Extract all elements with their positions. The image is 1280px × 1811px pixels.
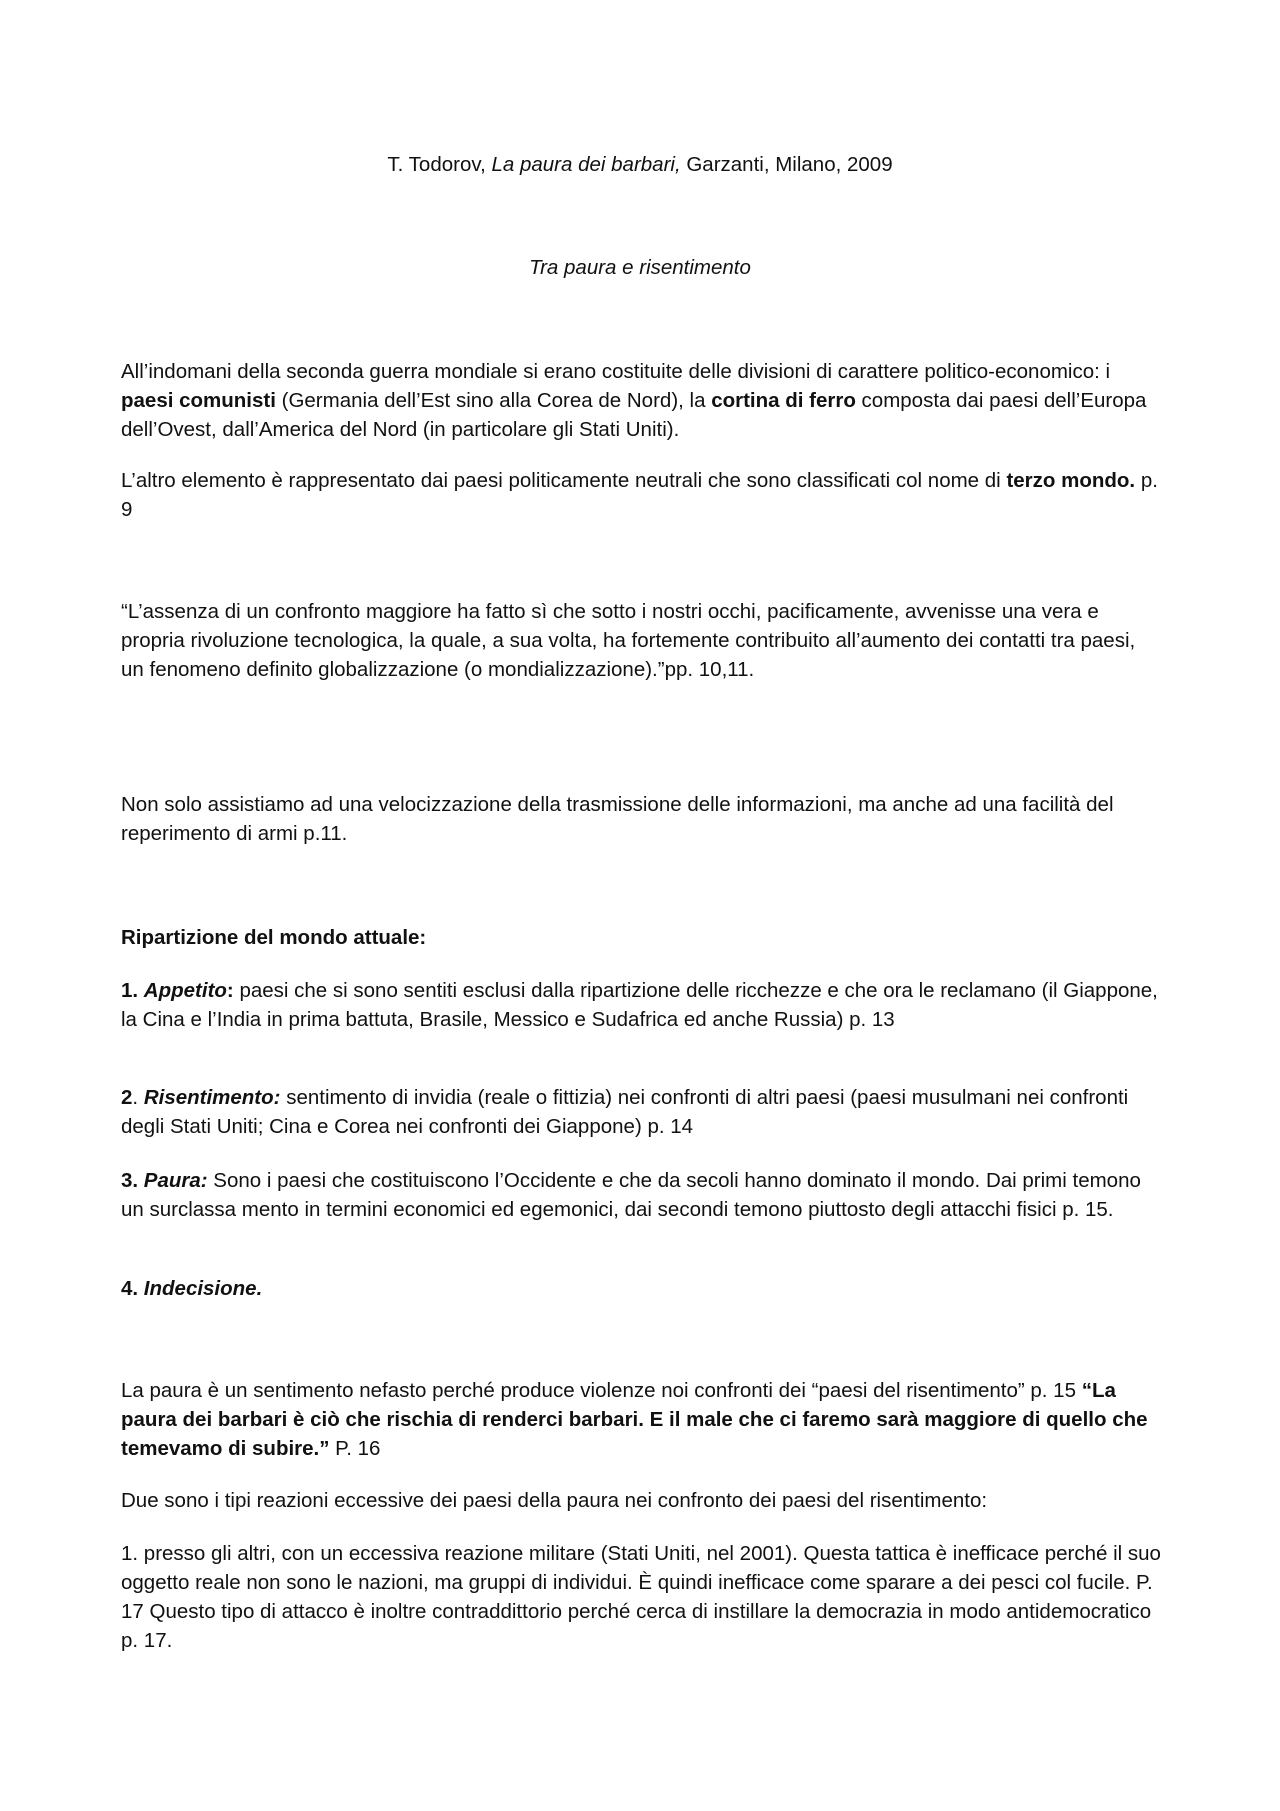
header-book-title: La paura dei barbari, <box>491 153 681 176</box>
ripartizione-heading: Ripartizione del mondo attuale: <box>121 926 427 949</box>
header-publisher: Garzanti, Milano, 2009 <box>680 153 893 176</box>
section-title: Tra paura e risentimento <box>529 256 751 279</box>
paragraph-reazioni: Due sono i tipi reazioni eccessive dei paesi della paura nei confronto dei paesi del risentimento: <box>121 1489 988 1512</box>
header-author: T. Todorov, <box>387 153 492 176</box>
list-item-risentimento: 2. Risentimento: sentimento di invidia (reale o fittizia) nei confronti di altri paesi (paesi musulmani nei confronti degli Stati Uniti; Cina e Corea nei confronti dei Giappone) p. 14 <box>121 1086 1129 1138</box>
paragraph-terzo-mondo: L’altro elemento è rappresentato dai paesi politicamente neutrali che sono classificati col nome di terzo mondo. p. 9 <box>121 469 1158 521</box>
paragraph-quote-globalizzazione: “L’assenza di un confronto maggiore ha fatto sì che sotto i nostri occhi, pacificamente, avvenisse una vera e propria rivoluzione tecnologica, la quale, a sua volta, ha fortemente contribuito all’aumento dei contatti tra paesi, un fenomeno definito globalizzazione (o mondializzazione).”pp. 10,11. <box>121 600 1136 681</box>
paragraph-reazione-militare: 1. presso gli altri, con un eccessiva reazione militare (Stati Uniti, nel 2001). Questa tattica è inefficace perché il suo oggetto reale non sono le nazioni, ma gruppi di individui. È quindi inefficace come sparare a dei pesci col fucile. P. 17 Questo tipo di attacco è inoltre contraddittorio perché cerca di instillare la democrazia in modo antidemocratico p. 17. <box>121 1542 1161 1652</box>
quote-bold: “La paura dei barbari è ciò che rischia di renderci barbari. E il male che ci faremo sarà maggiore di quello che temevamo di subire.” <box>121 1379 1148 1460</box>
list-item-paura: 3. Paura: Sono i paesi che costituiscono l’Occidente e che da secoli hanno dominato il mondo. Dai primi temono un surclassa mento in termini economici ed egemonici, dai secondi temono piuttosto degli attacchi fisici p. 15. <box>121 1169 1141 1221</box>
list-item-indecisione: 4. Indecisione. <box>121 1277 263 1300</box>
paragraph-divisioni: All’indomani della seconda guerra mondiale si erano costituite delle divisioni di carattere politico-economico: i paesi comunisti (Germania dell’Est sino alla Corea de Nord), la cortina di ferro composta dai paesi dell’Europa dell’Ovest, dall’America del Nord (in particolare gli Stati Uniti). <box>121 360 1147 441</box>
header-citation <box>0 150 1280 179</box>
list-item-appetito: 1. Appetito: paesi che si sono sentiti esclusi dalla ripartizione delle ricchezze e che ora le reclamano (il Giappone, la Cina e l’India in prima battuta, Brasile, Messico e Sudafrica ed anche Russia) p. 13 <box>121 979 1158 1031</box>
term-cortina-di-ferro: cortina di ferro <box>711 389 856 412</box>
paragraph-armi: Non solo assistiamo ad una velocizzazione della trasmissione delle informazioni, ma anche ad una facilità del reperimento di armi p.11. <box>121 793 1114 845</box>
term-terzo-mondo: terzo mondo. <box>1006 469 1136 492</box>
paragraph-paura-barbari: La paura è un sentimento nefasto perché produce violenze noi confronti dei “paesi del risentimento” p. 15 “La paura dei barbari è ciò che rischia di renderci barbari. E il male che ci faremo sarà maggiore di quello che temevamo di subire.” P. 16 <box>121 1379 1148 1460</box>
term-paesi-comunisti: paesi comunisti <box>121 389 276 412</box>
